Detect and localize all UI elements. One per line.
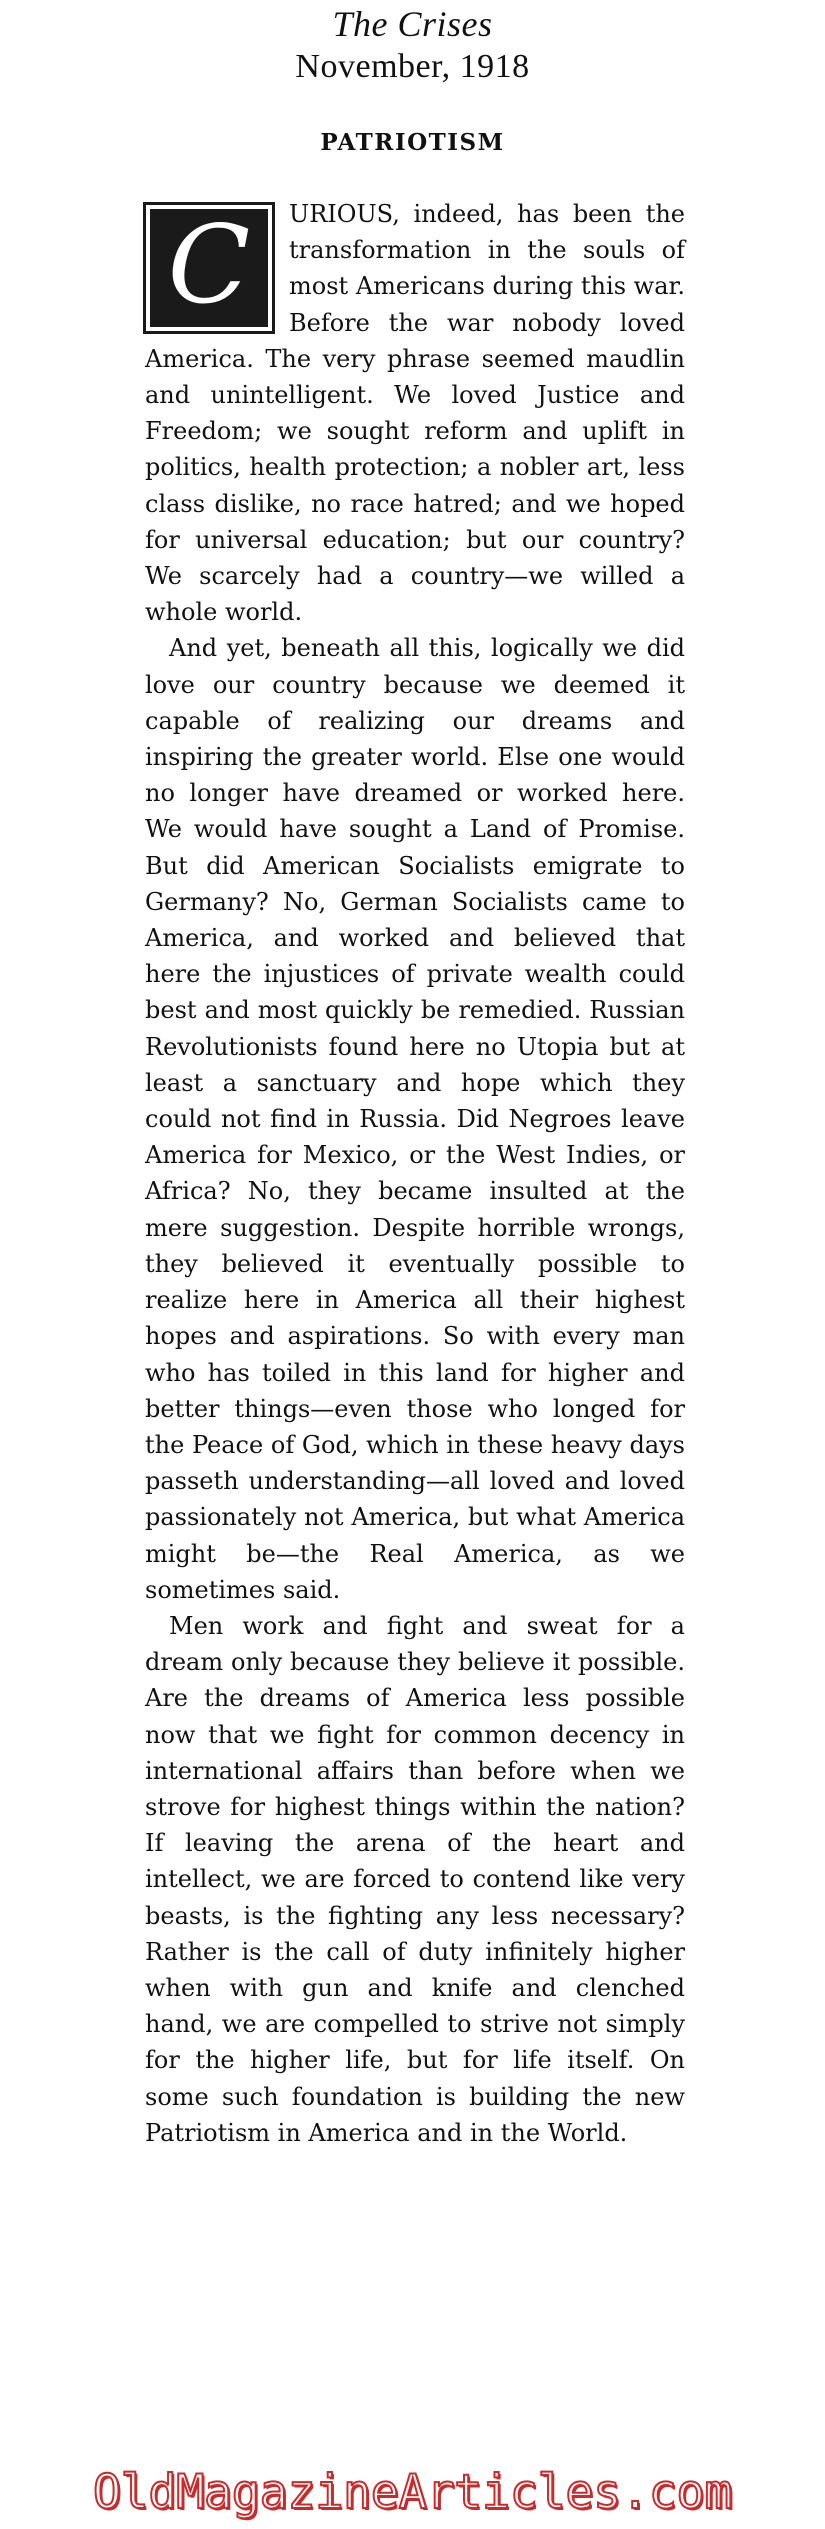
site-wordmark: OldMagazineArticles.com (92, 2465, 733, 2520)
article-body (145, 196, 685, 2151)
drop-cap-letter: C (167, 203, 251, 328)
article-title: PATRIOTISM (320, 129, 505, 156)
issue-date: November, 1918 (295, 48, 530, 85)
magazine-title: The Crises (332, 4, 493, 44)
paragraph-1: URIOUS, indeed, has been the transformation in the souls of most Americans during this war. Before the war nobody loved America. The very phrase seemed maudlin and unintelligent. We loved Justice and Freedom; we sought reform and uplift in politics, health protection; a nobler art, less class dislike, no race hatred; and we hoped for universal education; but our country? We scarcely had a country—we willed a whole world. (145, 200, 685, 627)
drop-cap-ornament (143, 202, 275, 334)
paragraph-2: And yet, beneath all this, logically we did love our country because we deemed it capable of realizing our dreams and inspiring the greater world. Else one would no longer have dreamed or worked here. We would have sought a Land of Promise. But did American Socialists emigrate to Germany? No, German Socialists came to America, and worked and believed that here the injustices of private wealth could best and most quickly be remedied. Russian Revolutionists found here no Utopia but at least a sanctuary and hope which they could not find in Russia. Did Negroes leave America for Mexico, or the West Indies, or Africa? No, they became insulted at the mere suggestion. Despite horrible wrongs, they believed it eventually possible to realize here in America all their highest hopes and aspirations. So with every man who has toiled in this land for higher and better things—even those who longed for the Peace of God, which in these heavy days passeth understanding—all loved and loved passionately not America, but what America might be—the Real America, as we sometimes said. (145, 634, 685, 1604)
paragraph-3: Men work and fight and sweat for a dream only because they believe it possible. Are the dreams of America less possible now that we fight for common decency in international affairs than before when we strove for highest things within the nation? If leaving the arena of the heart and intellect, we are forced to contend like very beasts, is the fighting any less necessary? Rather is the call of duty infinitely higher when with gun and knife and clenched hand, we are compelled to strive not simply for the higher life, but for life itself. On some such foundation is building the new Patriotism in America and in the World. (145, 1611, 685, 2147)
